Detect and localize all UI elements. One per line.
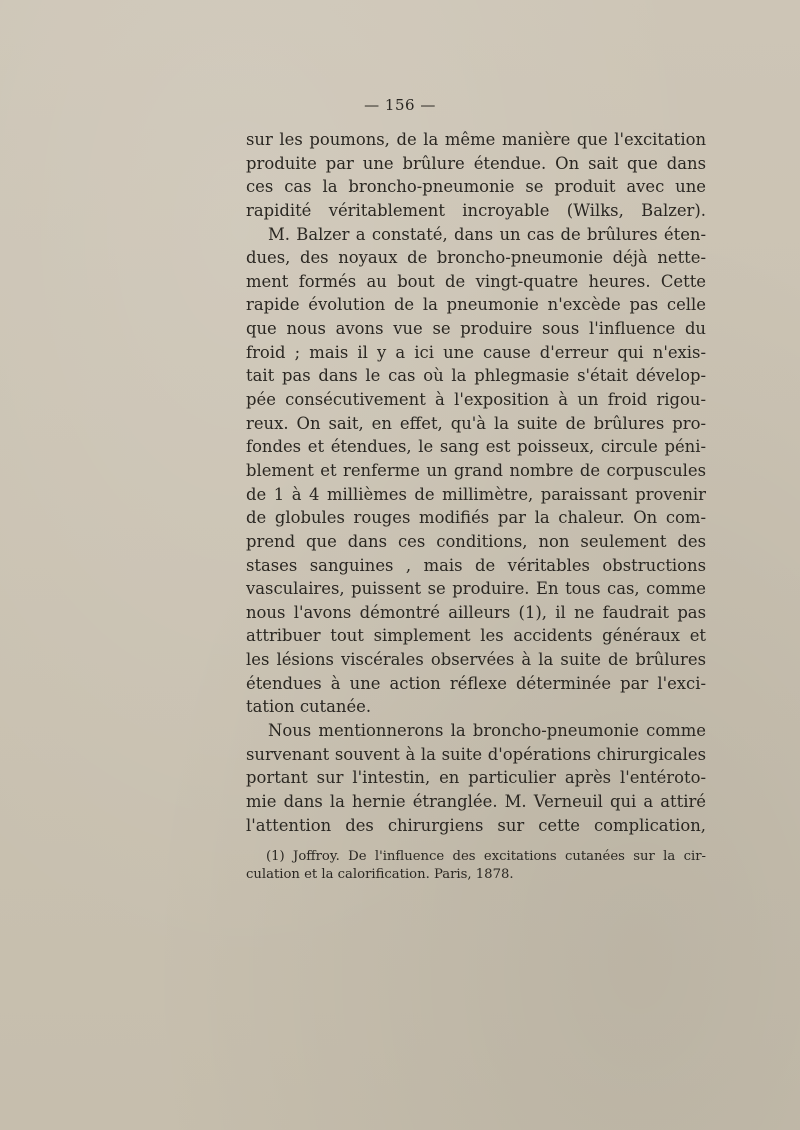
text-line: froid ; mais il y a ici une cause d'erreur qui n'exis- (246, 342, 706, 362)
text-line: nous l'avons démontré ailleurs (1), il ne faudrait pas (246, 602, 706, 622)
text-line: tation cutanée. (246, 697, 372, 717)
footnote (246, 848, 706, 884)
text-line: M. Balzer a constaté, dans un cas de brûlures éten- (268, 224, 706, 244)
text-line: produite par une brûlure étendue. On sait que dans (246, 153, 706, 173)
text-line: dues, des noyaux de broncho-pneumonie déjà nette- (246, 248, 706, 268)
text-line: reux. On sait, en effet, qu'à la suite de brûlures pro- (246, 413, 706, 433)
text-line: survenant souvent à la suite d'opérations chirurgicales (246, 744, 706, 764)
text-line: les lésions viscérales observées à la suite de brûlures (246, 650, 706, 670)
page-number: — 156 — (364, 96, 436, 114)
text-line: tait pas dans le cas où la phlegmasie s'était dévelop- (246, 366, 706, 386)
text-line: que nous avons vue se produire sous l'influence du (246, 319, 706, 339)
text-line: stases sanguines , mais de véritables obstructions (246, 555, 706, 575)
text-line: fondes et étendues, le sang est poisseux, circule péni- (246, 437, 706, 457)
text-line: l'attention des chirurgiens sur cette complication, (246, 815, 706, 835)
text-line: de globules rouges modifiés par la chaleur. On com- (246, 508, 706, 528)
text-line: mie dans la hernie étranglée. M. Verneuil qui a attiré (246, 791, 706, 811)
text-line: étendues à une action réflexe déterminée par l'exci- (246, 673, 706, 693)
text-line: sur les poumons, de la même manière que l'excitation (246, 130, 706, 149)
text-line: ment formés au bout de vingt-quatre heures. Cette (246, 271, 706, 291)
text-line: prend que dans ces conditions, non seulement des (246, 531, 706, 551)
text-line: blement et renferme un grand nombre de corpuscules (246, 460, 706, 480)
footnote-line: (1) Joffroy. De l'influence des excitations cutanées sur la cir- (266, 849, 706, 864)
text-line: rapide évolution de la pneumonie n'excède pas celle (246, 295, 706, 315)
text-line: de 1 à 4 millièmes de millimètre, paraissant provenir (246, 484, 706, 504)
text-line: Nous mentionnerons la broncho-pneumonie comme (268, 721, 706, 741)
body-text (246, 128, 706, 837)
text-line: vasculaires, puissent se produire. En tous cas, comme (246, 579, 706, 599)
text-line: attribuer tout simplement les accidents généraux et (246, 626, 706, 646)
text-line: ces cas la broncho-pneumonie se produit avec une (246, 177, 706, 197)
text-line: rapidité véritablement incroyable (Wilks, Balzer). (246, 200, 706, 220)
text-line: pée consécutivement à l'exposition à un froid rigou- (246, 390, 706, 410)
text-line: portant sur l'intestin, en particulier après l'entéroto- (246, 768, 706, 788)
footnote-line: culation et la calorification. Paris, 1878. (246, 867, 514, 882)
